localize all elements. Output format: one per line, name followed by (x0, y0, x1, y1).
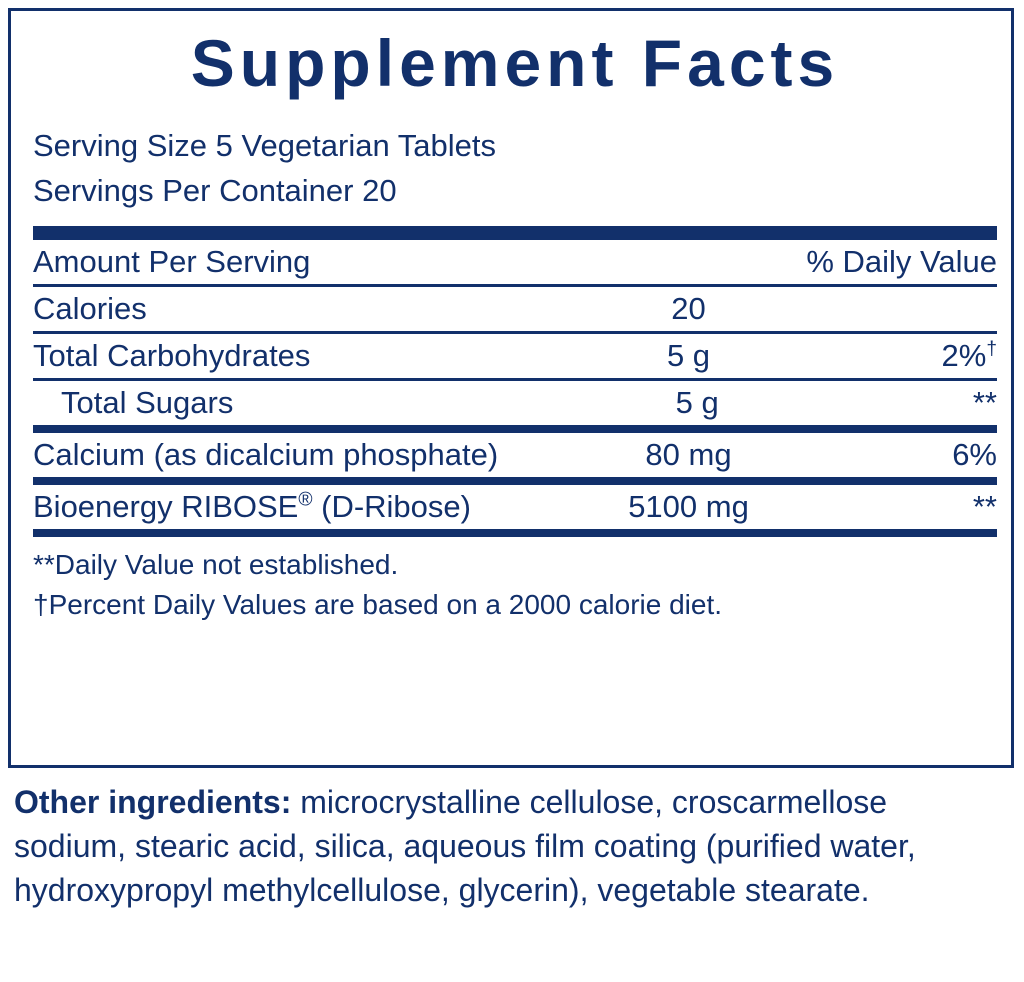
page-title: Supplement Facts (190, 26, 840, 100)
registered-trademark-symbol: ® (298, 489, 313, 511)
divider-medium-2 (33, 477, 997, 485)
row-calcium-dv: 6% (952, 437, 997, 473)
nutrition-rows-5 (33, 485, 997, 529)
table-row (33, 485, 997, 529)
row-ribose-amount: 5100 mg (628, 489, 749, 525)
nutrition-rows-3 (33, 381, 997, 425)
dagger-symbol: † (986, 338, 997, 360)
nutrition-rows-1 (33, 287, 997, 331)
amount-per-serving-header: Amount Per Serving (33, 244, 311, 280)
table-row (33, 433, 997, 477)
nutrition-rows-4 (33, 433, 997, 477)
other-ingredients (14, 780, 1004, 912)
row-ribose-name-post: (D-Ribose) (312, 489, 471, 525)
row-total-sugars-amount: 5 g (675, 385, 719, 421)
serving-size: Serving Size 5 Vegetarian Tablets (33, 128, 497, 164)
divider-medium-3 (33, 529, 997, 537)
row-calories-amount: 20 (671, 291, 706, 327)
row-total-carbohydrates-dv (804, 334, 997, 378)
divider-thick-top (33, 226, 997, 240)
table-row (33, 381, 997, 425)
row-calcium-amount: 80 mg (645, 437, 732, 473)
other-ingredients-label: Other ingredients: (14, 784, 292, 820)
footnotes (33, 545, 997, 625)
nutrition-table (33, 240, 997, 284)
row-total-carbohydrates-amount: 5 g (666, 338, 711, 374)
row-calcium-name: Calcium (as dicalcium phosphate) (33, 437, 499, 473)
daily-value-header: % Daily Value (806, 244, 997, 280)
row-total-carbohydrates-name: Total Carbohydrates (33, 338, 311, 374)
row-calories-dv (804, 287, 997, 331)
row-ribose-dv: ** (972, 489, 997, 525)
row-ribose-name (33, 485, 573, 529)
table-header-row (33, 240, 997, 284)
footnote-percent-daily-values: †Percent Daily Values are based on a 2000 calorie diet. (33, 588, 723, 620)
amount-col-spacer (573, 240, 804, 284)
dv-value: 2% (941, 338, 987, 374)
row-ribose-name-pre: Bioenergy RIBOSE (33, 489, 299, 525)
row-calories-name: Calories (33, 291, 147, 327)
divider-medium-1 (33, 425, 997, 433)
footnote-daily-value: **Daily Value not established. (33, 549, 399, 581)
supplement-facts-panel (8, 8, 1014, 768)
servings-per-container: Servings Per Container 20 (33, 173, 397, 209)
row-total-sugars-dv: ** (972, 385, 997, 421)
serving-info (33, 124, 997, 214)
supplement-facts-inner (33, 21, 997, 759)
table-row (33, 334, 997, 378)
nutrition-rows-2 (33, 334, 997, 378)
other-ingredients-text: microcrystalline cellulose, croscarmellose sodium, stearic acid, silica, aqueous film coating (purified water, hydroxypropyl methylcellulose, glycerin), vegetable stearate. (14, 784, 916, 909)
row-total-sugars-name: Total Sugars (61, 385, 234, 421)
table-row (33, 287, 997, 331)
